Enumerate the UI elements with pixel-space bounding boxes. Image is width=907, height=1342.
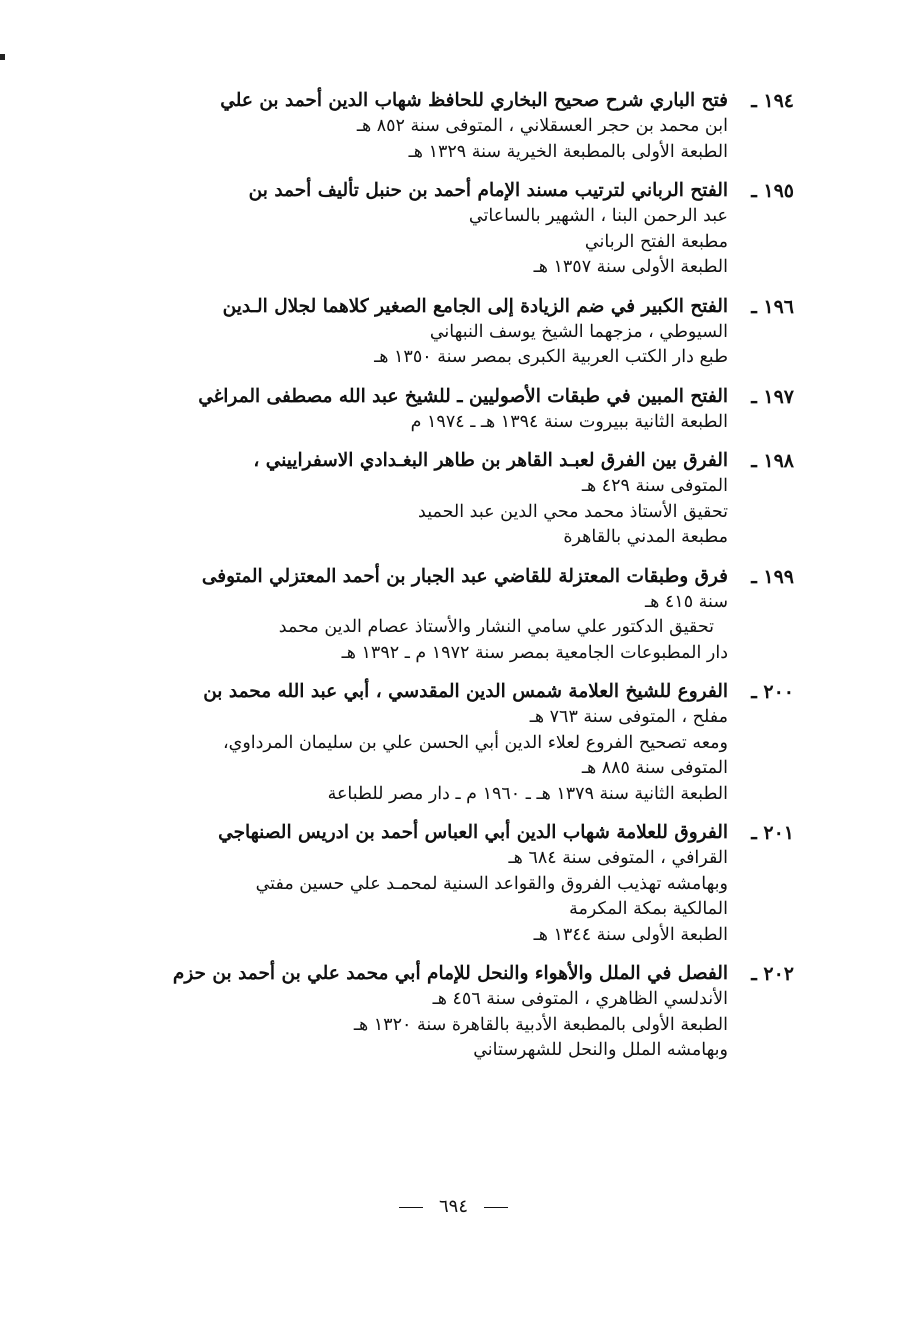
entry-line: طبع دار الكتب العربية الكبرى بمصر سنة ١٣٥٠ هـ (374, 347, 728, 367)
entry-body (118, 679, 728, 807)
bibliography-entry-197 (118, 384, 794, 436)
entry-number: ١٩٥ ـ (751, 180, 794, 202)
bibliography-entry-202 (118, 961, 794, 1064)
entry-body (118, 961, 728, 1064)
entry-line: المالكية بمكة المكرمة (569, 899, 728, 919)
entry-number: ١٩٨ ـ (751, 450, 794, 472)
page-footer (0, 1196, 907, 1217)
entry-line: الطبعة الأولى سنة ١٣٥٧ هـ (533, 257, 728, 277)
entry-line: ومعه تصحيح الفروع لعلاء الدين أبي الحسن علي بن سليمان المرداوي، (222, 732, 728, 753)
entry-body (118, 178, 728, 281)
bibliography-entry-199 (118, 564, 794, 667)
entry-line: سنة ٤١٥ هـ (644, 591, 728, 612)
entry-title-line: فرق وطبقات المعتزلة للقاضي عبد الجبار بن أحمد المعتزلي المتوفى (201, 565, 728, 587)
entry-body (118, 564, 728, 667)
entry-body (118, 384, 728, 436)
bibliography-entry-198 (118, 448, 794, 551)
entry-body (118, 294, 728, 371)
entry-line: مطبعة الفتح الرباني (584, 231, 728, 252)
entry-line: القرافي ، المتوفى سنة ٦٨٤ هـ (508, 848, 728, 868)
entry-title-line: الفتح الرباني لترتيب مسند الإمام أحمد بن حنبل تأليف أحمد بن (248, 180, 728, 201)
entry-line: الطبعة الأولى بالمطبعة الأدبية بالقاهرة سنة ١٣٢٠ هـ (353, 1014, 728, 1035)
footer-dash-right (484, 1207, 508, 1208)
entry-title-line: الفروق للعلامة شهاب الدين أبي العباس أحمد بن ادريس الصنهاجي (218, 822, 728, 843)
footer-dash-left (399, 1207, 423, 1208)
entry-title-line: الفتح المبين في طبقات الأصوليين ـ للشيخ عبد الله مصطفى المراغي (198, 385, 728, 407)
entry-number: ٢٠١ ـ (751, 822, 794, 844)
entry-body (118, 88, 728, 165)
entry-line: المتوفى سنة ٨٨٥ هـ (581, 758, 728, 778)
bibliography-entry-201 (118, 820, 794, 948)
entry-number: ١٩٦ ـ (751, 295, 794, 318)
margin-mark (0, 54, 5, 60)
entry-line: السيوطي ، مزجهما الشيخ يوسف النبهاني (429, 321, 728, 342)
bibliography-entry-195 (118, 178, 794, 281)
bibliography-entry-196 (118, 294, 794, 371)
entry-title-line: الفتح الكبير في ضم الزيادة إلى الجامع الصغير كلاهما لجلال الـدين (222, 295, 728, 317)
entry-body (118, 448, 728, 551)
entry-line: الطبعة الثانية ببيروت سنة ١٣٩٤ هـ ـ ١٩٧٤ م (410, 411, 728, 432)
bibliography-list (118, 88, 794, 1064)
entry-number: ١٩٤ ـ (751, 90, 794, 112)
entry-line: ابن محمد بن حجر العسقلاني ، المتوفى سنة ٨٥٢ هـ (356, 116, 728, 136)
entry-line: الطبعة الأولى سنة ١٣٤٤ هـ (533, 924, 728, 945)
entry-title-line: الفرق بين الفرق لعبـد القاهر بن طاهر البغـدادي الاسفراييني ، (253, 450, 728, 471)
entry-line: مفلح ، المتوفى سنة ٧٦٣ هـ (529, 707, 728, 727)
entry-line: وبهامشه تهذيب الفروق والقواعد السنية لمحمـد علي حسين مفتي (255, 873, 728, 894)
entry-line: تحقيق الأستاذ محمد محي الدين عبد الحميد (418, 501, 728, 522)
entry-title-line: الفصل في الملل والأهواء والنحل للإمام أبي محمد علي بن أحمد بن حزم (172, 963, 728, 984)
bibliography-entry-194 (118, 88, 794, 165)
entry-title-line: الفروع للشيخ العلامة شمس الدين المقدسي ، أبي عبد الله محمد بن (203, 681, 728, 702)
entry-line: مطبعة المدني بالقاهرة (563, 527, 728, 547)
entry-number: ٢٠٢ ـ (751, 963, 794, 985)
entry-line: عبد الرحمن البنا ، الشهير بالساعاتي (468, 206, 728, 226)
bibliography-entry-200 (118, 679, 794, 807)
entry-number: ١٩٧ ـ (751, 385, 794, 408)
entry-line: وبهامشه الملل والنحل للشهرستاني (473, 1040, 728, 1060)
entry-line: تحقيق الدكتور علي سامي النشار والأستاذ عصام الدين محمد (278, 617, 714, 637)
entry-title-line: فتح الباري شرح صحيح البخاري للحافظ شهاب الدين أحمد بن علي (220, 90, 728, 111)
entry-line: الأندلسي الظاهري ، المتوفى سنة ٤٥٦ هـ (432, 989, 728, 1009)
entry-body (118, 820, 728, 948)
entry-line: المتوفى سنة ٤٢٩ هـ (581, 476, 728, 496)
entry-line: دار المطبوعات الجامعية بمصر سنة ١٩٧٢ م ـ ١٣٩٢ هـ (341, 642, 728, 663)
entry-line: الطبعة الأولى بالمطبعة الخيرية سنة ١٣٢٩ هـ (408, 141, 728, 162)
entry-number: ١٩٩ ـ (751, 565, 794, 588)
entry-line: الطبعة الثانية سنة ١٣٧٩ هـ ـ ١٩٦٠ م ـ دار مصر للطباعة (327, 783, 728, 804)
entry-number: ٢٠٠ ـ (751, 681, 794, 703)
page-number: ٦٩٤ (438, 1196, 468, 1217)
